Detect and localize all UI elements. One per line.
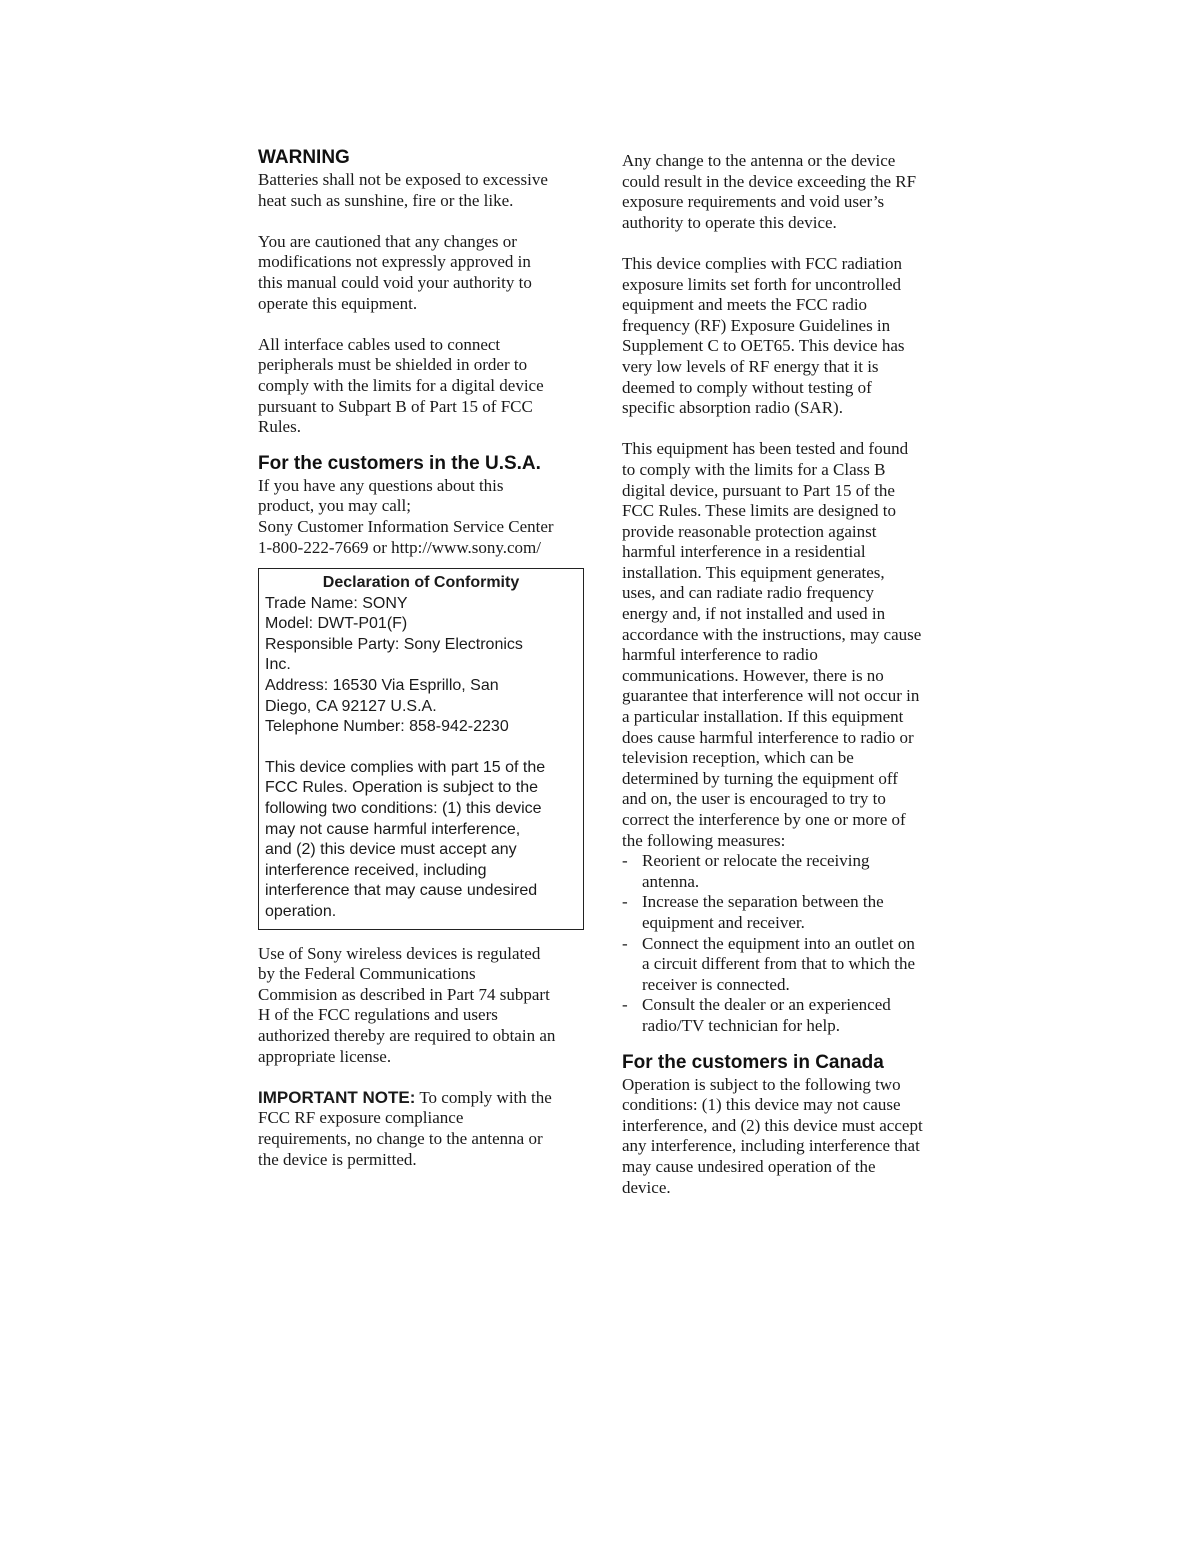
text-line: uses, and can radiate radio frequency	[622, 583, 875, 603]
declaration-line: Address: 16530 Via Esprillo, San	[265, 677, 499, 695]
text-line: antenna.	[642, 871, 700, 891]
text-line: very low levels of RF energy that it is	[622, 356, 879, 376]
list-item	[622, 934, 952, 996]
text-fragment: Consult the dealer or an experienced	[642, 995, 891, 1015]
text-line: any interference, including interference that	[622, 1136, 920, 1156]
important-note-label: IMPORTANT NOTE:	[258, 1087, 416, 1107]
compliance-line: interference received, including	[265, 861, 487, 879]
list-item	[622, 995, 952, 1036]
text-line: frequency (RF) Exposure Guidelines in	[622, 315, 891, 335]
compliance-line: operation.	[265, 903, 337, 920]
text-line: the device is permitted.	[258, 1149, 417, 1169]
important-note-first-line	[258, 1088, 588, 1109]
measures-list	[622, 851, 952, 1036]
declaration-of-conformity-box	[258, 568, 584, 930]
warning-cables-paragraph	[258, 335, 588, 438]
important-note-paragraph	[258, 1088, 588, 1170]
usa-contact-paragraph	[258, 476, 588, 558]
compliance-line: and (2) this device must accept any	[265, 841, 517, 859]
text-line: provide reasonable protection against	[622, 521, 877, 541]
dash-bullet: -	[622, 995, 628, 1015]
antenna-change-paragraph	[622, 151, 952, 233]
dash-bullet: -	[622, 933, 628, 953]
text-line: a circuit different from that to which the	[642, 954, 916, 974]
text-line: FCC Rules. These limits are designed to	[622, 501, 897, 521]
declaration-line: Telephone Number: 858-942-2230	[265, 718, 509, 736]
text-fragment: To comply with the	[415, 1087, 552, 1107]
declaration-line: Responsible Party: Sony Electronics	[265, 635, 523, 653]
text-line: could result in the device exceeding the RF	[622, 171, 917, 191]
compliance-line: This device complies with part 15 of the	[265, 758, 546, 776]
declaration-line: Trade Name: SONY	[265, 594, 408, 612]
declaration-line: Model: DWT-P01(F)	[265, 615, 408, 633]
text-fragment: Connect the equipment into an outlet on	[642, 933, 915, 953]
text-line: equipment and meets the FCC radio	[622, 295, 868, 315]
text-line: FCC RF exposure compliance	[258, 1108, 464, 1128]
declaration-title: Declaration of Conformity	[322, 574, 520, 592]
text-line: and on, the user is encouraged to try to	[622, 789, 886, 809]
text-line: Supplement C to OET65. This device has	[622, 336, 905, 356]
text-line: H of the FCC regulations and users	[258, 1005, 498, 1025]
text-fragment: Increase the separation between the	[642, 892, 884, 912]
text-line: deemed to comply without testing of	[622, 377, 872, 397]
dash-bullet: -	[622, 892, 628, 912]
text-line: exposure limits set forth for uncontrolled	[622, 274, 902, 294]
text-line: communications. However, there is no	[622, 665, 884, 685]
usa-heading: For the customers in the U.S.A.	[258, 452, 541, 474]
text-line: to comply with the limits for a Class B	[622, 459, 886, 479]
text-line: interference, and (2) this device must accept	[622, 1115, 923, 1135]
text-line: Operation is subject to the following two	[622, 1074, 901, 1094]
right-column	[622, 151, 952, 1198]
text-line: Use of Sony wireless devices is regulated	[258, 943, 541, 963]
text-line: operate this equipment.	[258, 293, 418, 313]
dash-bullet: -	[622, 851, 628, 871]
warning-heading: WARNING	[258, 147, 350, 168]
text-line: peripherals must be shielded in order to	[258, 355, 528, 375]
text-line: This device complies with FCC radiation	[622, 253, 902, 273]
compliance-line: FCC Rules. Operation is subject to the	[265, 779, 539, 797]
text-line: device.	[622, 1177, 671, 1197]
text-line: exposure requirements and void user’s	[622, 192, 885, 212]
wireless-license-paragraph	[258, 944, 588, 1068]
text-line: If you have any questions about this	[258, 475, 504, 495]
text-line: This equipment has been tested and found	[622, 439, 909, 459]
text-line: heat such as sunshine, fire or the like.	[258, 190, 514, 210]
text-line: Sony Customer Information Service Center	[258, 516, 554, 536]
text-line: may cause undesired operation of the	[622, 1156, 876, 1176]
text-line: All interface cables used to connect	[258, 334, 501, 354]
text-line: this manual could void your authority to	[258, 272, 532, 292]
text-line: Any change to the antenna or the device	[622, 151, 896, 170]
class-b-paragraph	[622, 439, 952, 851]
radiation-exposure-paragraph	[622, 254, 952, 419]
text-line: energy and, if not installed and used in	[622, 604, 886, 624]
text-line: specific absorption radio (SAR).	[622, 398, 843, 418]
text-line: requirements, no change to the antenna or	[258, 1128, 543, 1148]
text-line: appropriate license.	[258, 1046, 392, 1066]
text-line: conditions: (1) this device may not cause	[622, 1095, 901, 1115]
text-line: a particular installation. If this equipment	[622, 707, 904, 727]
warning-changes-paragraph	[258, 232, 588, 314]
text-line: 1-800-222-7669 or http://www.sony.com/	[258, 537, 541, 557]
text-line: digital device, pursuant to Part 15 of the	[622, 480, 895, 500]
text-line: You are cautioned that any changes or	[258, 231, 517, 251]
declaration-line: Diego, CA 92127 U.S.A.	[265, 697, 437, 715]
text-line: accordance with the instructions, may cause	[622, 624, 922, 644]
text-line: the following measures:	[622, 830, 786, 850]
text-line: comply with the limits for a digital device	[258, 375, 544, 395]
text-line: receiver is connected.	[642, 974, 790, 994]
text-line: product, you may call;	[258, 496, 411, 516]
compliance-line: may not cause harmful interference,	[265, 820, 521, 838]
text-line: Batteries shall not be exposed to excessive	[258, 170, 548, 189]
text-line: pursuant to Subpart B of Part 15 of FCC	[258, 396, 533, 416]
text-line: radio/TV technician for help.	[642, 1015, 840, 1035]
canada-heading: For the customers in Canada	[622, 1051, 884, 1073]
text-line: does cause harmful interference to radio or	[622, 727, 914, 747]
text-line: Rules.	[258, 417, 301, 437]
text-fragment: Reorient or relocate the receiving	[642, 851, 870, 871]
text-line: harmful interference to radio	[622, 645, 818, 665]
text-line: installation. This equipment generates,	[622, 562, 885, 582]
left-column	[258, 146, 588, 1170]
text-line: by the Federal Communications	[258, 964, 476, 984]
text-line: authority to operate this device.	[622, 212, 837, 232]
text-line: television reception, which can be	[622, 748, 854, 768]
text-line: harmful interference in a residential	[622, 542, 866, 562]
canada-paragraph	[622, 1075, 952, 1199]
text-line: correct the interference by one or more of	[622, 810, 906, 829]
declaration-line: Inc.	[265, 656, 291, 674]
warning-batteries-paragraph	[258, 170, 588, 211]
text-line: authorized thereby are required to obtain an	[258, 1025, 556, 1045]
text-line: determined by turning the equipment off	[622, 768, 898, 788]
list-item	[622, 851, 952, 892]
text-line: equipment and receiver.	[642, 912, 805, 932]
compliance-line: interference that may cause undesired	[265, 882, 538, 900]
list-item	[622, 892, 952, 933]
text-line: guarantee that interference will not occur in	[622, 686, 920, 706]
compliance-line: following two conditions: (1) this device	[265, 800, 542, 818]
text-line: Commision as described in Part 74 subpart	[258, 984, 550, 1004]
text-line: modifications not expressly approved in	[258, 252, 531, 272]
